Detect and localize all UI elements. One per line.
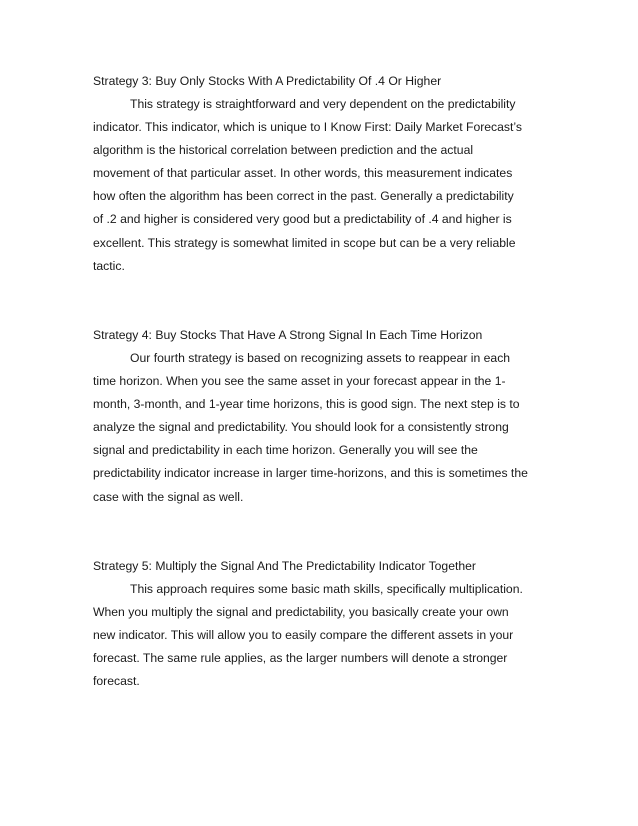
strategy-5-heading: Strategy 5: Multiply the Signal And The Predictability Indicator Together [93, 559, 476, 573]
paragraph-line: This strategy is straightforward and very dependent on the predictability [130, 97, 516, 111]
paragraph-line: month, 3-month, and 1-year time horizons, this is good sign. The next step is to [93, 397, 520, 412]
paragraph-line: predictability indicator increase in larger time-horizons, and this is sometimes the [93, 466, 528, 481]
paragraph-line: movement of that particular asset. In other words, this measurement indicates [93, 166, 513, 181]
paragraph-line: tactic. [93, 258, 125, 273]
paragraph-line: case with the signal as well. [93, 489, 244, 504]
paragraph-line: excellent. This strategy is somewhat limited in scope but can be a very reliable [93, 235, 516, 250]
strategy-5-section [93, 555, 553, 693]
paragraph-line: forecast. [93, 674, 140, 689]
strategy-4-heading: Strategy 4: Buy Stocks That Have A Strong Signal In Each Time Horizon [93, 328, 483, 342]
paragraph-line: indicator. This indicator, which is unique to I Know First: Daily Market Forecast’s [93, 120, 522, 135]
paragraph-line: algorithm is the historical correlation between prediction and the actual [93, 143, 474, 158]
paragraph-line: how often the algorithm has been correct in the past. Generally a predictability [93, 189, 514, 204]
paragraph-line: signal and predictability in each time horizon. Generally you will see the [93, 443, 478, 458]
paragraph-line: time horizon. When you see the same asset in your forecast appear in the 1- [93, 374, 506, 389]
strategy-3-heading: Strategy 3: Buy Only Stocks With A Predictability Of .4 Or Higher [93, 74, 442, 88]
paragraph-line: This approach requires some basic math skills, specifically multiplication. [130, 582, 523, 596]
paragraph-line: Our fourth strategy is based on recognizing assets to reappear in each [130, 351, 511, 365]
paragraph-line: analyze the signal and predictability. You should look for a consistently strong [93, 420, 509, 435]
paragraph-line: When you multiply the signal and predictability, you basically create your own [93, 605, 509, 620]
paragraph-line: of .2 and higher is considered very good but a predictability of .4 and higher is [93, 212, 512, 227]
paragraph-line: new indicator. This will allow you to easily compare the different assets in your [93, 628, 514, 643]
strategy-4-section [93, 324, 553, 509]
strategy-3-section [93, 70, 553, 278]
paragraph-line: forecast. The same rule applies, as the larger numbers will denote a stronger [93, 651, 508, 666]
